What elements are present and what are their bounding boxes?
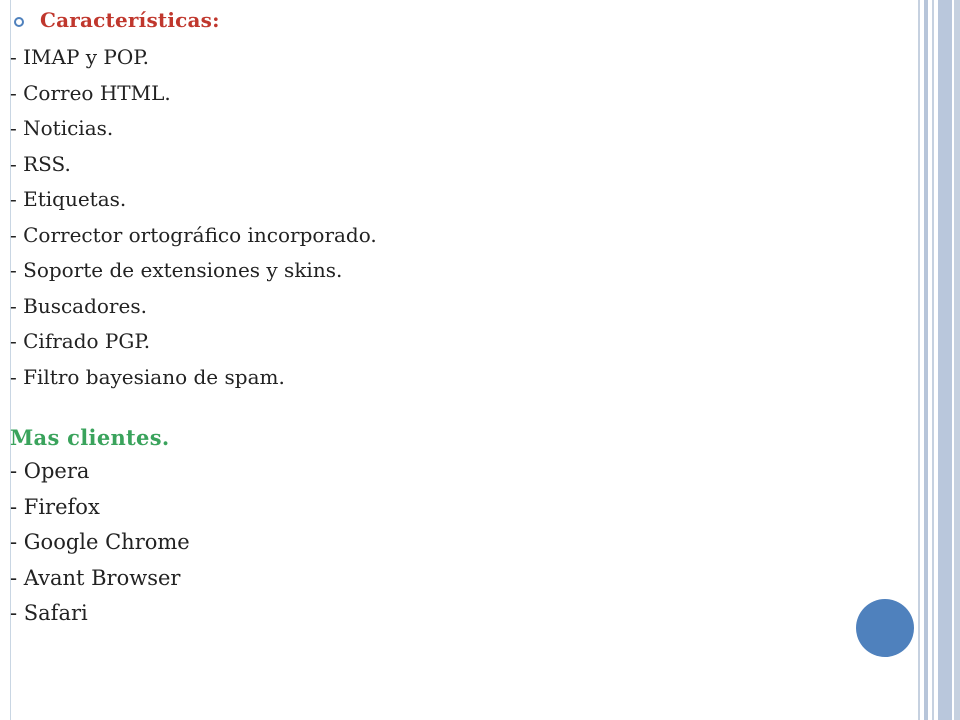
list-item: - Filtro bayesiano de spam. xyxy=(10,364,285,389)
list-item: - RSS. xyxy=(10,151,71,176)
list-item: - Corrector ortográfico incorporado. xyxy=(10,222,377,247)
frame-line xyxy=(932,0,934,720)
features-heading: Características: xyxy=(40,8,220,32)
list-item: - Noticias. xyxy=(10,116,114,140)
list-item: - Etiquetas. xyxy=(10,187,127,211)
list-item: - Cifrado PGP. xyxy=(10,329,151,353)
frame-line xyxy=(924,0,928,720)
list-item: - Soporte de extensiones y skins. xyxy=(10,258,343,282)
frame-line xyxy=(938,0,952,720)
clients-list xyxy=(10,454,850,632)
heading-row xyxy=(10,4,850,40)
right-decorative-frame xyxy=(918,0,960,720)
frame-line xyxy=(954,0,960,720)
list-item: - Correo HTML. xyxy=(10,80,171,105)
frame-line xyxy=(918,0,920,720)
more-clients-title: Mas clientes. xyxy=(10,425,170,450)
decorative-circle xyxy=(856,599,914,657)
list-item: - Safari xyxy=(10,601,88,625)
list-item: - Buscadores. xyxy=(10,293,147,318)
list-item: - Opera xyxy=(10,459,90,483)
features-list xyxy=(10,40,850,395)
list-item: - Avant Browser xyxy=(10,565,181,590)
list-item: - Firefox xyxy=(10,494,100,519)
bullet-ring-icon xyxy=(14,17,24,27)
list-item: - IMAP y POP. xyxy=(10,45,150,69)
slide-content xyxy=(10,4,850,632)
list-item: - Google Chrome xyxy=(10,530,190,554)
